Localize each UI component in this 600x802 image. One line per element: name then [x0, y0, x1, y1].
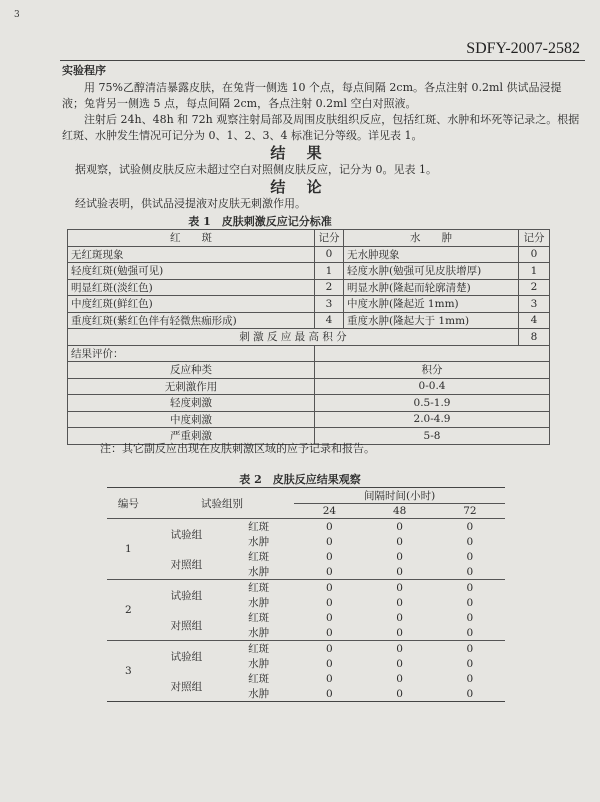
- table-cell: 0: [435, 519, 505, 535]
- table-cell: 对照组: [170, 558, 203, 571]
- table1-note: 注：其它副反应出现在皮肤刺激区域的应予记录和报告。: [100, 442, 375, 455]
- table-cell: 0: [466, 626, 474, 639]
- table-cell: 轻度红斑(勉强可见): [68, 263, 315, 280]
- table-cell: 0: [396, 687, 403, 700]
- table-cell: 0: [365, 641, 435, 657]
- table-cell: 无红斑现象: [68, 246, 315, 263]
- table-cell: 试验组: [150, 580, 223, 611]
- table-cell: 4: [519, 312, 550, 329]
- table-cell: 水肿: [248, 597, 270, 610]
- table-cell: 0: [396, 611, 403, 624]
- table-cell: 0: [466, 611, 474, 624]
- table-cell: 1: [315, 263, 344, 280]
- table-cell: 1: [107, 519, 150, 580]
- table-cell: 红斑: [248, 673, 270, 686]
- table-cell: 8: [519, 329, 550, 346]
- procedure-paragraph-1: 用 75%乙醇清洁暴露皮肤，在兔背一侧选 10 个点，每点间隔 2cm。各点注射 0.2ml 供试品浸提液；兔背另一侧选 5 点，每点间隔 2cm，各点注射 0.2ml 空白对照液。: [62, 81, 562, 110]
- table-cell: 0: [396, 535, 403, 548]
- table-cell: 2: [519, 279, 550, 296]
- table-cell: 红斑: [248, 551, 270, 564]
- table-cell: 结果评价：: [68, 345, 315, 362]
- table-cell: 中度红斑(鲜红色): [68, 296, 315, 313]
- table-cell: 明显水肿(隆起而轮廓清楚): [344, 279, 519, 296]
- table-cell: 红斑: [223, 519, 294, 535]
- table-cell: 3: [519, 296, 550, 313]
- table-cell: 5-8: [315, 428, 550, 445]
- table-cell: 0: [396, 550, 403, 563]
- table-cell: 1: [519, 263, 550, 280]
- table-row: [68, 246, 550, 263]
- table-cell: 无刺激作用: [68, 378, 315, 395]
- table-cell: 48: [392, 505, 407, 518]
- table-cell: 0: [326, 550, 333, 563]
- document-number: SDFY-2007-2582: [466, 40, 580, 57]
- table-cell: 严重刺激: [68, 428, 315, 445]
- table-cell: 0-0.4: [315, 378, 550, 395]
- header-rule: [60, 60, 585, 61]
- table-cell: 0: [466, 672, 474, 685]
- table1-caption: 表 1 皮肤刺激反应记分标准: [188, 215, 332, 228]
- max-score-row: [68, 329, 550, 346]
- table-cell: 2: [315, 279, 344, 296]
- table-cell: 记分: [519, 230, 550, 247]
- table-row: [107, 519, 505, 535]
- table-row: [107, 549, 505, 564]
- procedure-paragraph-2: 注射后 24h、48h 和 72h 观察注射局部及周围皮肤组织反应，包括红斑、水肿和坏死等记录之。根据红斑、水肿发生情况可记分为 0、1、2、3、4 标准记分等级。详见表 1。: [62, 113, 580, 142]
- table-row: [107, 610, 505, 625]
- table-cell: 0: [326, 611, 333, 624]
- table-cell: 刺 激 反 应 最 高 积 分: [68, 329, 519, 346]
- table-cell: 无水肿现象: [344, 246, 519, 263]
- table-cell: 水 肿: [344, 230, 519, 247]
- table-row: [107, 580, 505, 596]
- table-cell: 水肿: [248, 627, 270, 640]
- table-cell: 0: [435, 580, 505, 596]
- table-cell: 红斑: [223, 641, 294, 657]
- table-cell: 0: [466, 565, 474, 578]
- table-cell: 0: [315, 246, 344, 263]
- results-text: 据观察，试验侧皮肤反应未超过空白对照侧皮肤反应，记分为 0。见表 1。: [75, 163, 437, 176]
- table-cell: 4: [315, 312, 344, 329]
- table-cell: 0: [435, 641, 505, 657]
- table-cell: 0: [396, 672, 403, 685]
- table2-caption: 表 2 皮肤反应结果观察: [239, 473, 361, 486]
- table-cell: 中度水肿(隆起近 1mm): [344, 296, 519, 313]
- table-cell: 0: [466, 657, 474, 670]
- table-cell: 对照组: [170, 619, 203, 632]
- table-row: [107, 671, 505, 686]
- table-cell: 0: [396, 626, 403, 639]
- table-cell: 明显红斑(淡红色): [68, 279, 315, 296]
- table-cell: 3: [315, 296, 344, 313]
- table-cell: 72: [463, 505, 477, 518]
- table-cell: 0: [294, 580, 364, 596]
- table-cell: 0: [466, 550, 474, 563]
- table-cell: 0: [466, 596, 474, 609]
- table-cell: 0: [326, 565, 333, 578]
- table-cell: 红 斑: [68, 230, 315, 247]
- table-row: [68, 279, 550, 296]
- table-header-row: [107, 488, 505, 504]
- table-cell: 0: [396, 596, 403, 609]
- table-cell: 水肿: [248, 566, 270, 579]
- table-cell: 中度刺激: [68, 411, 315, 428]
- scoring-criteria-table: [67, 229, 550, 445]
- table-cell: 对照组: [170, 680, 203, 693]
- evaluation-label-row: [68, 345, 550, 362]
- table-cell: [315, 345, 550, 362]
- page-mark: 3: [14, 10, 20, 20]
- table-cell: 0: [519, 246, 550, 263]
- table-cell: 反应种类: [68, 362, 315, 379]
- table-cell: 0: [396, 565, 403, 578]
- table-cell: 重度水肿(隆起大于 1mm): [344, 312, 519, 329]
- table-cell: 0: [365, 519, 435, 535]
- table-cell: 0: [326, 535, 333, 548]
- table-cell: 轻度刺激: [68, 395, 315, 412]
- table-cell: 轻度水肿(勉强可见皮肤增厚): [344, 263, 519, 280]
- table-row: [68, 263, 550, 280]
- table-cell: 编号: [117, 497, 139, 510]
- table-cell: 红斑: [248, 612, 270, 625]
- table-cell: 0: [294, 641, 364, 657]
- table-cell: 0.5-1.9: [315, 395, 550, 412]
- table-cell: 记分: [315, 230, 344, 247]
- table-cell: 0: [294, 519, 364, 535]
- evaluation-row: [68, 378, 550, 395]
- table-cell: 水肿: [248, 536, 270, 549]
- table-cell: 3: [107, 641, 150, 702]
- table-cell: 0: [326, 596, 333, 609]
- table-row: [107, 641, 505, 657]
- table-cell: 积分: [315, 362, 550, 379]
- conclusion-text: 经试验表明，供试品浸提液对皮肤无刺激作用。: [75, 197, 306, 210]
- table-cell: 24: [322, 505, 337, 518]
- evaluation-row: [68, 395, 550, 412]
- table-cell: 0: [365, 580, 435, 596]
- table-cell: 试验组: [150, 641, 223, 672]
- skin-reaction-results-table: [107, 487, 505, 702]
- table-cell: 0: [466, 687, 474, 700]
- table-cell: 水肿: [248, 688, 270, 701]
- table-header-row: [68, 230, 550, 247]
- table-cell: 0: [326, 626, 333, 639]
- conclusion-heading: 结 论: [270, 178, 330, 196]
- table-cell: 重度红斑(紫红色伴有轻微焦痂形成): [68, 312, 315, 329]
- table-cell: 红斑: [223, 580, 294, 596]
- table-cell: 0: [466, 535, 474, 548]
- table-cell: 试验组: [150, 519, 223, 550]
- table-cell: 0: [396, 657, 403, 670]
- interval-header: 间隔时间(小时): [294, 488, 505, 504]
- table-cell: 0: [326, 687, 333, 700]
- table-cell: 0: [326, 672, 333, 685]
- table-cell: 试验组别: [201, 497, 244, 510]
- evaluation-row: [68, 411, 550, 428]
- table-cell: 2.0-4.9: [315, 411, 550, 428]
- results-heading: 结 果: [270, 144, 330, 162]
- table-cell: 0: [326, 657, 333, 670]
- table-row: [68, 296, 550, 313]
- table-cell: 2: [107, 580, 150, 641]
- table-cell: 水肿: [248, 658, 270, 671]
- procedure-heading: 实验程序: [62, 64, 106, 77]
- table-row: [68, 312, 550, 329]
- evaluation-header-row: [68, 362, 550, 379]
